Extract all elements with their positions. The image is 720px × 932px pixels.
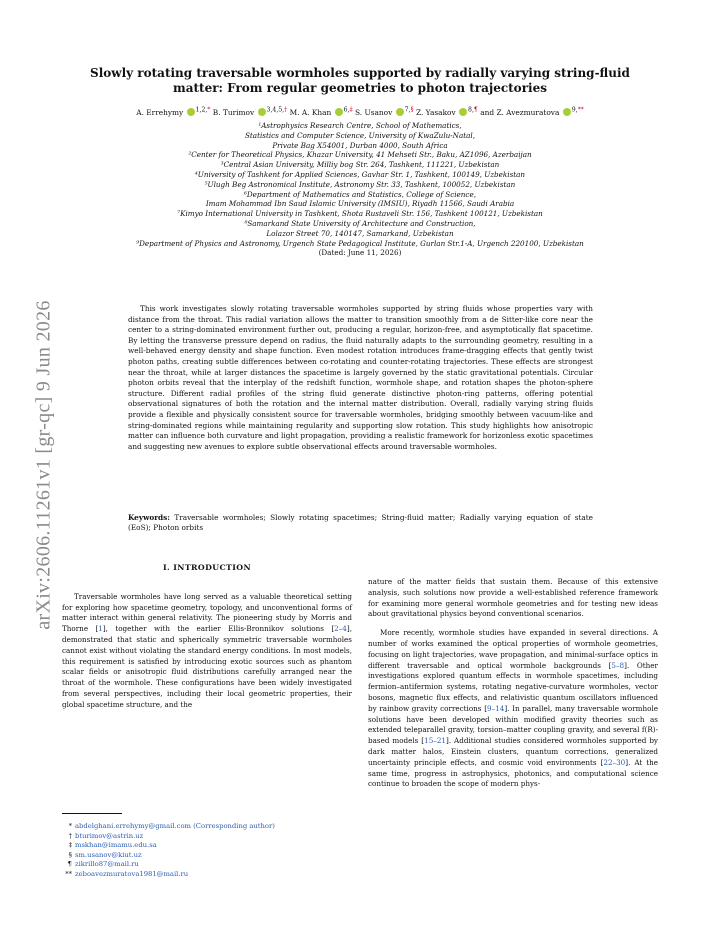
intro-paragraph: More recently, wormhole studies have expanded in several directions. A number of works examined the optical properties of wormhole geometries, focusing on light trajectories, wave propagation, and minimal-surface optics in different traversable and optical wormhole backgrounds [5–8]. Other investigations explored quantum effects in wormhole spacetimes, including fermion–antifermion systems, rotating negative-curvature wormholes, vector bosons, magnetic flux effects, and relativistic quantum oscillators influenced by rainbow gravity corrections [9–14]. In parallel, many traversable wormhole solutions have been developed within modified gravity theories such as extended teleparallel gravity, torsion–matter coupling gravity, and several f(R)-based models [15–21]. Additional studies considered wormholes supported by dark matter halos, Einstein clusters, quantum corrections, generalized uncertainty principle effects, and cosmic void environments [22–30]. At the same time, progress in astrophysics, photonics, and computational science continue to broaden the scope of modern phys- xyxy=(368,628,658,789)
orcid-icon[interactable] xyxy=(335,108,343,116)
affiliation-line: ⁶Department of Mathematics and Statistics, College of Science, xyxy=(244,189,476,199)
citation-link[interactable]: 1 xyxy=(98,624,103,634)
paper-title xyxy=(70,66,650,96)
citation-link[interactable]: 22–30 xyxy=(603,757,626,767)
footnote: § sm.usanov@kiut.uz xyxy=(68,850,142,859)
author: B. Turimov $^{3,4,5,\dagger}$ xyxy=(212,107,288,118)
keywords xyxy=(128,513,593,534)
citation-link[interactable]: 9–14 xyxy=(487,703,505,713)
intro-paragraph: nature of the matter fields that sustain them. Because of this extensive analysis, such solutions now provide a well-established reference framework for examining more general wormhole geometries and for testing new ideas about gravitational physics beyond conventional scenarios. xyxy=(368,577,658,619)
affiliation-line: ³Central Asian University, Milliy bog Str. 264, Tashkent, 111221, Uzbekistan xyxy=(220,160,500,170)
citation-link[interactable]: 2–4 xyxy=(334,624,347,634)
footnote: ** zeboavezmuratova1981@mail.ru xyxy=(65,869,189,878)
affiliation-line: Lolazor Street 70, 140147, Samarkand, Uzbekistan xyxy=(266,228,454,238)
author: S. Usanov $^{7,\S}$ xyxy=(354,107,414,118)
title-line-2: matter: From regular geometries to photon trajectories xyxy=(173,81,547,95)
orcid-icon[interactable] xyxy=(258,108,266,116)
affiliation-line: ²Center for Theoretical Physics, Khazar University, 41 Mehseti Str., Baku, AZ1096, Azerbaijan xyxy=(188,150,532,160)
footnotes xyxy=(62,813,352,879)
orcid-icon[interactable] xyxy=(459,108,467,116)
affiliation-line: Imam Mohammad Ibn Saud Islamic University (IMSIU), Riyadh 11566, Saudi Arabia xyxy=(205,199,515,209)
email-link[interactable]: zeboavezmuratova1981@mail.ru xyxy=(75,869,189,878)
abstract: This work investigates slowly rotating traversable wormholes supported by string fluids whose properties vary with distance from the throat. This radial variation allows the matter to transition smoothly from a de Sitter-like core near the center to a string-dominated environment further out, producing a regular, horizon-free, and asymptotically flat spacetime. By letting the transverse pressure depend on radius, the fluid naturally adapts to the surrounding geometry, resulting in a well-behaved energy density and shape function. Even modest rotation introduces frame-dragging effects that gently twist photon paths, creating subtle differences between co-rotating and counter-rotating trajectories. These effects are strongest near the throat, while at larger distances the spacetime is largely governed by the static gravitational potentials. Circular photon orbits reveal that the interplay of the redshift function, wormhole shape, and rotation shapes the photon-sphere structure. Different radial profiles of the string fluid generate distinctive photon-ring patterns, offering potential observational signatures of both the rotation and the internal matter distribution. Overall, radially varying string fluids provide a flexible and physically consistent source for traversable wormholes, bridging smoothly between vacuum-like and string-dominated regions while maintaining regularity and supporting slow rotation. This study highlights how anisotropic matter can influence both curvature and light propagation, providing a realistic framework for horizonless exotic spacetimes and suggesting new avenues to explore subtle observational effects around traversable wormholes. xyxy=(128,304,593,451)
author: M. A. Khan $^{6,\ddagger}$ xyxy=(289,107,353,118)
keywords-label: Keywords: xyxy=(128,513,170,522)
email-link[interactable]: mskhan@imamu.edu.sa xyxy=(75,841,157,849)
right-column xyxy=(368,577,658,798)
email-link[interactable]: bturimov@astrin.uz xyxy=(75,831,144,840)
keywords-text: Traversable wormholes; Slowly rotating spacetimes; String-fluid matter; Radially varying equation of state (EoS); Photon orbits xyxy=(128,513,593,533)
footnote: ‡ mskhan@imamu.edu.sa xyxy=(68,841,157,849)
date-line: (Dated: June 11, 2026) xyxy=(318,248,402,258)
email-link[interactable]: abdelghani.errehymy@gmail.com xyxy=(75,822,191,830)
affiliation-line: ⁸Samarkand State University of Architecture and Construction, xyxy=(244,218,476,228)
affiliation-line: Statistics and Computer Science, University of KwaZulu-Natal, xyxy=(244,130,476,140)
section-heading: I. INTRODUCTION xyxy=(162,563,252,572)
email-link[interactable]: zikrillo87@mail.ru xyxy=(75,860,139,868)
citation-link[interactable]: 5–8 xyxy=(611,660,625,670)
arxiv-watermark: arXiv:2606.11261v1 [gr-qc] 9 Jun 2026 xyxy=(32,300,55,630)
affiliation-line: ⁴University of Tashkent for Applied Sciences, Gavhar Str. 1, Tashkent, 100149, Uzbekistan xyxy=(194,169,526,179)
affiliation-line: ⁵Ulugh Beg Astronomical Institute, Astronomy Str. 33, Tashkent, 100052, Uzbekistan xyxy=(204,179,516,189)
author: A. Errehymy $^{1,2,*}$ xyxy=(136,107,211,118)
footnote-rule xyxy=(62,813,122,814)
footnote: † bturimov@astrin.uz xyxy=(68,831,144,840)
citation-link[interactable]: 15–21 xyxy=(424,736,447,746)
affiliation-line: ⁹Department of Physics and Astronomy, Urgench State Pedagogical Institute, Gurlan Str.1-A, Urgench 220100, Uzbekistan xyxy=(136,238,584,248)
affiliation-line: ¹Astrophysics Research Centre, School of Mathematics, xyxy=(258,121,462,130)
orcid-icon[interactable] xyxy=(187,108,195,116)
affiliation-line: ⁷Kimyo International University in Tashkent, Shota Rustaveli Str. 156, Tashkent 100121, Uzbekistan xyxy=(177,209,543,219)
orcid-icon[interactable] xyxy=(563,108,571,116)
author-list xyxy=(50,106,670,118)
author: Z. Avezmuratova $^{9,**}$ xyxy=(496,107,584,118)
orcid-icon[interactable] xyxy=(396,108,404,116)
left-column xyxy=(62,563,352,719)
footnote: ¶ zikrillo87@mail.ru xyxy=(67,860,139,868)
affiliation-line: Private Bag X54001, Durban 4000, South Africa xyxy=(272,140,448,150)
author: Z. Yasakov $^{8,\P}$ and xyxy=(415,107,497,118)
title-line-1: Slowly rotating traversable wormholes supported by radially varying string-fluid xyxy=(90,66,630,80)
affiliations xyxy=(50,121,670,258)
footnote: * abdelghani.errehymy@gmail.com (Corresponding author) xyxy=(68,822,275,830)
email-link[interactable]: sm.usanov@kiut.uz xyxy=(75,850,142,859)
intro-paragraph: Traversable wormholes have long served as a valuable theoretical setting for exploring how spacetime geometry, topology, and unconventional forms of matter interact within general relativity. The pioneering study by Morris and Thorne [1], together with the earlier Ellis-Bronnikov solutions [2–4], demonstrated that static and spherically symmetric traversable wormholes cannot exist without violating the standard energy conditions. In most models, this requirement is satisfied by introducing exotic sources such as phantom scalar fields or anisotropic fluid distributions carefully arranged near the throat of the wormhole. These configurations have been widely investigated from several perspectives, including their local geometric properties, their global spacetime structure, and the xyxy=(62,591,352,709)
